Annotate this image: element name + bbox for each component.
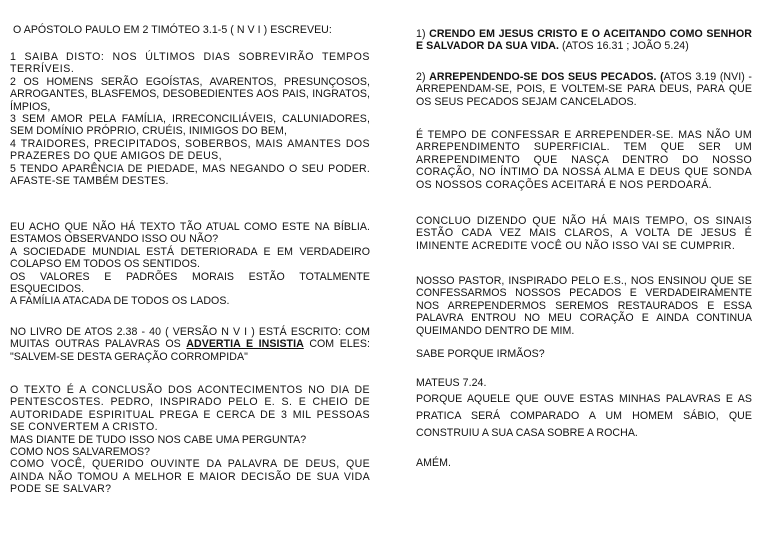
intro-line: O APÓSTOLO PAULO EM 2 TIMÓTEO 3.1-5 ( N V I ) ESCREVEU: <box>13 24 332 36</box>
obs-line-4: A FAMÍLIA ATACADA DE TODOS OS LADOS. <box>10 295 230 308</box>
mateus-reference: MATEUS 7.24. <box>416 377 487 389</box>
obs-line-1: EU ACHO QUE NÃO HÁ TEXTO TÃO ATUAL COMO ESTE NA BÍBLIA. ESTAMOS OBSERVANDO ISSO OU NÃO? <box>10 221 370 246</box>
acts-text-post: COM ELES: "SALVEM-SE DESTA GERAÇÃO CORROMPIDA" <box>10 338 370 363</box>
step-1 <box>416 28 752 53</box>
conclusion-line-1: O TEXTO É A CONCLUSÃO DOS ACONTECIMENTOS NO DIA DE PENTESCOSTES. PEDRO, INSPIRADO PELO E. S. E CHEIO DE AUTORIDADE ESPIRITUAL PREGA E CERCA DE 3 MIL PESSOAS SE CONVERTEM A CRISTO. <box>10 384 370 434</box>
verse-4: 4 TRAIDORES, PRECIPITADOS, SOBERBOS, MAIS AMANTES DOS PRAZERES DO QUE AMIGOS DE DEUS, <box>10 137 370 163</box>
pastor-paragraph: NOSSO PASTOR, INSPIRADO PELO E.S., NOS ENSINOU QUE SE CONFESSARMOS NOSSOS PECADOS E VERDADEIRAMENTE NOS ARREPENDERMOS SEREMOS RESTAURADOS E ESSA PALAVRA ENTROU NO MEU CORAÇÃO E AINDA CONTINUA QUEIMANDO DENTRO DE MIM. <box>416 275 752 337</box>
acts-paragraph <box>10 326 370 363</box>
acts-text-pre: NO LIVRO DE ATOS 2.38 - 40 ( VERSÃO N V I ) ESTÁ ESCRITO: COM MUITAS OUTRAS PALAVRAS OS <box>10 326 370 351</box>
verse-1: 1 SAIBA DISTO: NOS ÚLTIMOS DIAS SOBREVIRÃO TEMPOS TERRÍVEIS. <box>10 51 370 76</box>
pastor-question: SABE PORQUE IRMÃOS? <box>416 348 545 360</box>
conclusion-line-4: COMO VOCÊ, QUERIDO OUVINTE DA PALAVRA DE DEUS, QUE AINDA NÃO TOMOU A MELHOR E MAIOR DECISÃO DE SUA VIDA PODE SE SALVAR? <box>10 458 370 496</box>
verses-block <box>10 51 370 187</box>
verse-2: 2 OS HOMENS SERÃO EGOÍSTAS, AVARENTOS, PRESUNÇOSOS, ARROGANTES, BLASFEMOS, DESOBEDIENTES AOS PAIS, INGRATOS, ÍMPIOS, <box>10 75 370 113</box>
conclusion-line-2: MAS DIANTE DE TUDO ISSO NOS CABE UMA PERGUNTA? <box>10 433 307 446</box>
amen: AMÉM. <box>416 457 451 469</box>
step-1-title: CRENDO EM JESUS CRISTO E O ACEITANDO COMO SENHOR E SALVADOR DA SUA VIDA. <box>416 28 752 53</box>
step-2-number: 2) <box>416 71 430 83</box>
step-2-title: ARREPENDENDO-SE DOS SEUS PECADOS. ( <box>429 71 664 83</box>
conclusion-line-3: COMO NOS SALVAREMOS? <box>10 446 151 459</box>
step-1-number: 1) <box>416 28 430 40</box>
obs-line-3: OS VALORES E PADRÕES MORAIS ESTÃO TOTALMENTE ESQUECIDOS. <box>10 270 370 296</box>
step-1-ref: (ATOS 16.31 ; JOÃO 5.24) <box>559 40 689 53</box>
step-2-text: - ARREPENDAM-SE, POIS, E VOLTEM-SE PARA DEUS, PARA QUE OS SEUS PECADOS SEJAM CANCELADOS. <box>416 71 752 108</box>
repentance-paragraph: É TEMPO DE CONFESSAR E ARREPENDER-SE. MAS NÃO UM ARREPENDIMENTO SUPERFICIAL. TEM QUE SER UM ARREPENDIMENTO QUE NASÇA DENTRO DO NOSSO CORAÇÃO, NO ÍNTIMO DA NOSSA ALMA E DEUS QUE SONDA OS NOSSOS CORAÇÕES ACEITARÁ E NOS PERDOARÁ. <box>416 129 752 191</box>
acts-emphasis: ADVERTIA E INSISTIA <box>186 338 304 351</box>
conclusion-block <box>10 384 370 496</box>
obs-line-2: A SOCIEDADE MUNDIAL ESTÁ DETERIORADA E EM VERDADEIRO COLAPSO EM TODOS OS SENTIDOS. <box>10 245 370 271</box>
verse-3: 3 SEM AMOR PELA FAMÍLIA, IRRECONCILIÁVEIS, CALUNIADORES, SEM DOMÍNIO PRÓPRIO, CRUÉIS, INIMIGOS DO BEM, <box>10 113 370 138</box>
step-2-ref: ATOS 3.19 (NVI) <box>663 71 745 83</box>
mateus-text: PORQUE AQUELE QUE OUVE ESTAS MINHAS PALAVRAS E AS PRATICA SERÁ COMPARADO A UM HOMEM SÁBIO, QUE CONSTRUIU A SUA CASA SOBRE A ROCHA. <box>416 393 752 439</box>
signs-paragraph: CONCLUO DIZENDO QUE NÃO HÁ MAIS TEMPO, OS SINAIS ESTÃO CADA VEZ MAIS CLAROS, A VOLTA DE JESUS É IMINENTE ACREDITE VOCÊ OU NÃO ISSO VAI SE CUMPRIR. <box>416 215 752 252</box>
observation-block <box>10 221 370 308</box>
step-2 <box>416 71 752 108</box>
verse-5: 5 TENDO APARÊNCIA DE PIEDADE, MAS NEGANDO O SEU PODER. AFASTE-SE TAMBÉM DESTES. <box>10 162 370 188</box>
